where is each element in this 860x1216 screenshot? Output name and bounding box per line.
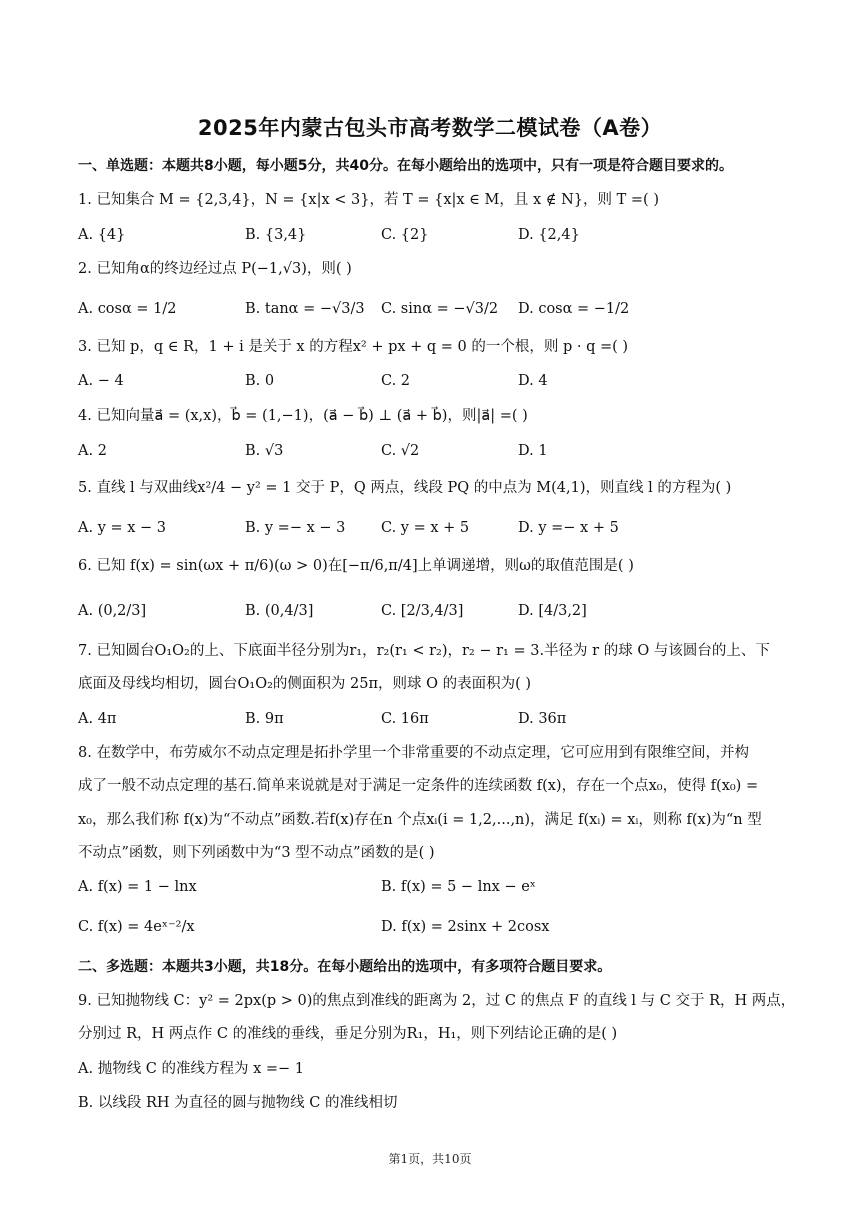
- question-7-line-2: 底面及母线均相切，圆台O₁O₂的侧面积为 25π，则球 O 的表面积为( ): [78, 676, 532, 692]
- q3-option-c: C. 2: [381, 373, 411, 389]
- q7-option-b: B. 9π: [245, 711, 284, 727]
- q4-option-b: B. √3: [245, 443, 284, 459]
- q9-option-a: A. 抛物线 C 的准线方程为 x =− 1: [78, 1061, 305, 1077]
- q4-option-a: A. 2: [78, 443, 107, 459]
- question-8-line-1: 8. 在数学中，布劳威尔不动点定理是拓扑学里一个非常重要的不动点定理，它可应用到有限维空间，并构: [78, 745, 749, 761]
- question-8-line-2: 成了一般不动点定理的基石.简单来说就是对于满足一定条件的连续函数 f(x)，存在一个点x₀，使得 f(x₀) =: [78, 778, 759, 794]
- question-1-stem: 1. 已知集合 M = {2,3,4}，N = {x|x < 3}，若 T = {x|x ∈ M，且 x ∉ N}，则 T =( ): [78, 192, 659, 208]
- question-9-line-1: 9. 已知抛物线 C：y² = 2px(p > 0)的焦点到准线的距离为 2，过 C 的焦点 F 的直线 l 与 C 交于 R，H 两点，: [78, 993, 796, 1009]
- q5-option-b: B. y =− x − 3: [245, 520, 346, 536]
- page-footer: 第1页，共10页: [388, 1152, 472, 1166]
- q1-option-d: D. {2,4}: [518, 227, 580, 243]
- q8-option-b: B. f(x) = 5 − lnx − eˣ: [381, 879, 536, 895]
- q2-option-d: D. cosα = −1/2: [518, 301, 630, 317]
- q2-option-b: B. tanα = −√3/3: [245, 301, 365, 317]
- q8-option-a: A. f(x) = 1 − lnx: [78, 879, 197, 895]
- q6-option-b: B. (0,4/3]: [245, 603, 314, 619]
- q4-option-c: C. √2: [381, 443, 420, 459]
- q6-option-d: D. [4/3,2]: [518, 603, 587, 619]
- q5-option-d: D. y =− x + 5: [518, 520, 619, 536]
- q2-option-a: A. cosα = 1/2: [78, 301, 177, 317]
- q1-option-a: A. {4}: [78, 227, 126, 243]
- q4-option-d: D. 1: [518, 443, 548, 459]
- q7-option-c: C. 16π: [381, 711, 429, 727]
- section-1-heading: 一、单选题：本题共8小题，每小题5分，共40分。在每小题给出的选项中，只有一项是符合题目要求的。: [78, 158, 733, 174]
- question-4-stem: 4. 已知向量a⃗ = (x,x)，b⃗ = (1,−1)，(a⃗ − b⃗) ⊥ (a⃗ + b⃗)，则|a⃗| =( ): [78, 408, 528, 424]
- page-title: 2025年内蒙古包头市高考数学二模试卷（A卷）: [197, 116, 663, 140]
- q9-option-b: B. 以线段 RH 为直径的圆与抛物线 C 的准线相切: [78, 1095, 398, 1111]
- q3-option-a: A. − 4: [78, 373, 124, 389]
- section-2-heading: 二、多选题：本题共3小题，共18分。在每小题给出的选项中，有多项符合题目要求。: [78, 959, 612, 975]
- q8-option-d: D. f(x) = 2sinx + 2cosx: [381, 919, 550, 935]
- q5-option-c: C. y = x + 5: [381, 520, 470, 536]
- q2-option-c: C. sinα = −√3/2: [381, 301, 499, 317]
- q1-option-c: C. {2}: [381, 227, 429, 243]
- q6-option-c: C. [2/3,4/3]: [381, 603, 464, 619]
- q7-option-a: A. 4π: [78, 711, 117, 727]
- question-7-line-1: 7. 已知圆台O₁O₂的上、下底面半径分别为r₁，r₂(r₁ < r₂)，r₂ − r₁ = 3.半径为 r 的球 O 与该圆台的上、下: [78, 643, 770, 659]
- q3-option-d: D. 4: [518, 373, 548, 389]
- question-9-line-2: 分别过 R，H 两点作 C 的准线的垂线，垂足分别为R₁，H₁，则下列结论正确的是( ): [78, 1026, 618, 1042]
- q5-option-a: A. y = x − 3: [78, 520, 167, 536]
- question-3-stem: 3. 已知 p，q ∈ R，1 + i 是关于 x 的方程x² + px + q = 0 的一个根，则 p · q =( ): [78, 339, 629, 355]
- q6-option-a: A. (0,2/3]: [78, 603, 147, 619]
- q7-option-d: D. 36π: [518, 711, 567, 727]
- question-2-stem: 2. 已知角α的终边经过点 P(−1,√3)，则( ): [78, 261, 352, 277]
- question-8-line-4: 不动点”函数，则下列函数中为“3 型不动点”函数的是( ): [78, 845, 435, 861]
- question-6-stem: 6. 已知 f(x) = sin(ωx + π/6)(ω > 0)在[−π/6,π/4]上单调递增，则ω的取值范围是( ): [78, 558, 634, 574]
- question-8-line-3: x₀，那么我们称 f(x)为“不动点”函数.若f(x)存在n 个点xᵢ(i = 1,2,...,n)，满足 f(xᵢ) = xᵢ，则称 f(x)为“n 型: [78, 812, 762, 828]
- question-5-stem: 5. 直线 l 与双曲线x²/4 − y² = 1 交于 P，Q 两点，线段 PQ 的中点为 M(4,1)，则直线 l 的方程为( ): [78, 480, 732, 496]
- q3-option-b: B. 0: [245, 373, 275, 389]
- q1-option-b: B. {3,4}: [245, 227, 307, 243]
- q8-option-c: C. f(x) = 4eˣ⁻²/x: [78, 919, 195, 935]
